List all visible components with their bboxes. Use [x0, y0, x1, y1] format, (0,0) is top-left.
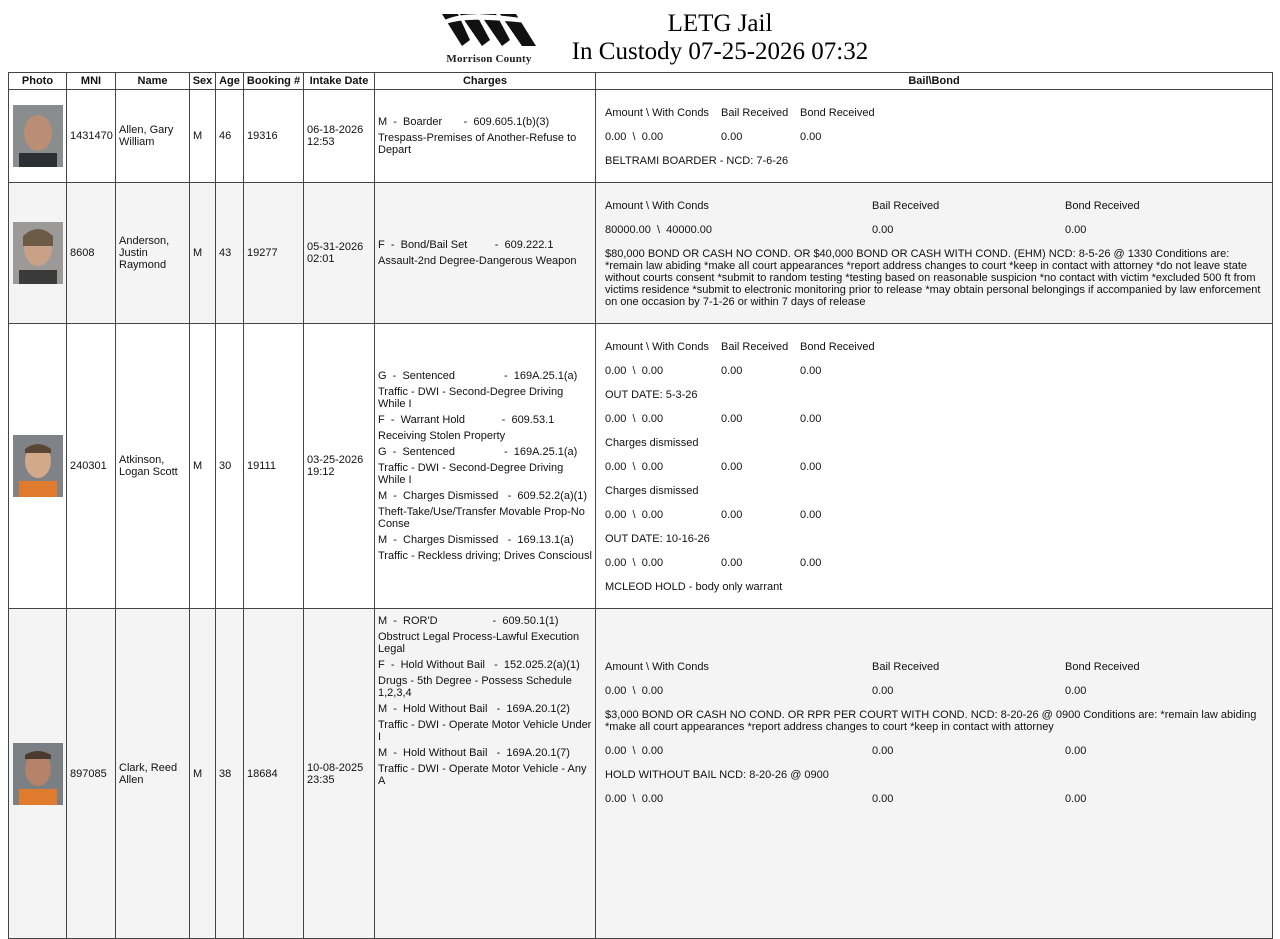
- bail-amount-row: [605, 557, 1263, 569]
- charge-item: [378, 490, 592, 530]
- bail-amount: 0.00 \ 0.00: [605, 413, 664, 425]
- inmate-photo[interactable]: [13, 743, 63, 805]
- bail-amount: 0.00 \ 0.00: [605, 461, 664, 473]
- charge-description: Theft-Take/Use/Transfer Movable Prop-No Conse: [378, 506, 585, 530]
- bail-header-row: [605, 107, 1263, 119]
- charge-line: M - Charges Dismissed - 169.13.1(a): [378, 534, 574, 546]
- charge-item: [378, 615, 592, 655]
- mni-cell: 8608: [67, 183, 116, 324]
- photo-cell: [9, 90, 67, 183]
- column-header-charges: Charges: [375, 73, 596, 90]
- table-row: [9, 609, 1273, 939]
- bail-amount: 80000.00 \ 40000.00: [605, 224, 713, 236]
- charge-description: Traffic - DWI - Second-Degree Driving While I: [378, 386, 564, 410]
- bail-header-bond-received: Bond Received: [1065, 661, 1140, 673]
- charge-item: [378, 116, 592, 156]
- booking-cell: 19316: [244, 90, 304, 183]
- county-logo-mark: [440, 10, 538, 50]
- column-header-booking: Booking #: [244, 73, 304, 90]
- age-cell: 43: [216, 183, 244, 324]
- sex-cell: M: [190, 324, 216, 609]
- bail-amount-row: [605, 509, 1263, 521]
- bail-header-row: [605, 661, 1263, 673]
- charges-cell: [375, 324, 596, 609]
- bail-note: Charges dismissed: [605, 485, 699, 497]
- bail-header-bail-received: Bail Received: [872, 661, 940, 673]
- photo-cell: [9, 183, 67, 324]
- booking-cell: 18684: [244, 609, 304, 939]
- bond-received: 0.00: [1065, 224, 1087, 236]
- bail-note: Charges dismissed: [605, 437, 699, 449]
- bail-amount: 0.00 \ 0.00: [605, 509, 664, 521]
- bail-header-row: [605, 200, 1263, 212]
- bail-amount-row: [605, 793, 1263, 805]
- bail-header-bail-received: Bail Received: [721, 341, 789, 353]
- bail-amount-row: [605, 745, 1263, 757]
- booking-cell: 19277: [244, 183, 304, 324]
- charge-line: M - Boarder - 609.605.1(b)(3): [378, 116, 550, 128]
- charge-line: M - Hold Without Bail - 169A.20.1(2): [378, 703, 570, 715]
- charge-item: [378, 370, 592, 410]
- charge-line: F - Hold Without Bail - 152.025.2(a)(1): [378, 659, 580, 671]
- age-cell: 46: [216, 90, 244, 183]
- charge-line: F - Warrant Hold - 609.53.1: [378, 414, 555, 426]
- charge-description: Receiving Stolen Property: [378, 430, 506, 442]
- inmate-photo[interactable]: [13, 222, 63, 284]
- jail-name: LETG Jail: [667, 10, 773, 37]
- sex-cell: M: [190, 90, 216, 183]
- charge-item: [378, 534, 592, 562]
- charge-item: [378, 703, 592, 743]
- bail-note: OUT DATE: 5-3-26: [605, 389, 698, 401]
- bail-header-bail-received: Bail Received: [872, 200, 940, 212]
- bail-header-bail-received: Bail Received: [721, 107, 789, 119]
- table-header-row: [9, 73, 1273, 90]
- bail-amount: 0.00 \ 0.00: [605, 131, 664, 143]
- inmate-roster-table: [8, 72, 1273, 939]
- bail-header-bond-received: Bond Received: [800, 341, 875, 353]
- intake-cell: 03-25-2026 19:12: [304, 324, 375, 609]
- bail-received: 0.00: [872, 745, 894, 757]
- intake-cell: 06-18-2026 12:53: [304, 90, 375, 183]
- bail-cell: [596, 324, 1273, 609]
- bond-received: 0.00: [800, 557, 822, 569]
- booking-cell: 19111: [244, 324, 304, 609]
- bail-cell: [596, 90, 1273, 183]
- sex-cell: M: [190, 609, 216, 939]
- mni-cell: 897085: [67, 609, 116, 939]
- column-header-sex: Sex: [190, 73, 216, 90]
- charge-description: Obstruct Legal Process-Lawful Execution Legal: [378, 631, 580, 655]
- intake-cell: 05-31-2026 02:01: [304, 183, 375, 324]
- bond-received: 0.00: [1065, 745, 1087, 757]
- bail-header-bond-received: Bond Received: [800, 107, 875, 119]
- bail-amount: 0.00 \ 0.00: [605, 685, 664, 697]
- table-row: [9, 90, 1273, 183]
- name-cell: Anderson, Justin Raymond: [116, 183, 190, 324]
- table-row: [9, 183, 1273, 324]
- page-title: [544, 10, 896, 66]
- bail-cell: [596, 609, 1273, 939]
- age-cell: 38: [216, 609, 244, 939]
- table-row: [9, 324, 1273, 609]
- column-header-name: Name: [116, 73, 190, 90]
- bail-header-amount: Amount \ With Conds: [605, 341, 709, 353]
- charge-line: F - Bond/Bail Set - 609.222.1: [378, 239, 554, 251]
- charge-description: Trespass-Premises of Another-Refuse to Depart: [378, 132, 577, 156]
- column-header-photo: Photo: [9, 73, 67, 90]
- bail-header-amount: Amount \ With Conds: [605, 107, 709, 119]
- bail-cell: [596, 183, 1273, 324]
- charge-line: G - Sentenced - 169A.25.1(a): [378, 370, 578, 382]
- bail-note: OUT DATE: 10-16-26: [605, 533, 710, 545]
- bail-received: 0.00: [721, 509, 743, 521]
- charge-description: Assault-2nd Degree-Dangerous Weapon: [378, 255, 577, 267]
- charge-line: M - Charges Dismissed - 609.52.2(a)(1): [378, 490, 588, 502]
- name-cell: Allen, Gary William: [116, 90, 190, 183]
- bail-amount-row: [605, 461, 1263, 473]
- charge-item: [378, 414, 592, 442]
- bail-header-amount: Amount \ With Conds: [605, 661, 709, 673]
- charge-description: Traffic - DWI - Operate Motor Vehicle - Any A: [378, 763, 587, 787]
- bail-received: 0.00: [872, 685, 894, 697]
- bail-amount-row: [605, 413, 1263, 425]
- bond-received: 0.00: [1065, 685, 1087, 697]
- charges-cell: [375, 183, 596, 324]
- bond-received: 0.00: [800, 509, 822, 521]
- bail-note: MCLEOD HOLD - body only warrant: [605, 581, 783, 593]
- column-header-mni: MNI: [67, 73, 116, 90]
- charge-description: Drugs - 5th Degree - Possess Schedule 1,2,3,4: [378, 675, 572, 699]
- bail-note: BELTRAMI BOARDER - NCD: 7-6-26: [605, 155, 789, 167]
- bail-amount: 0.00 \ 0.00: [605, 793, 664, 805]
- bail-amount-row: [605, 224, 1263, 236]
- bond-received: 0.00: [1065, 793, 1087, 805]
- age-cell: 30: [216, 324, 244, 609]
- bail-received: 0.00: [872, 793, 894, 805]
- bail-received: 0.00: [721, 557, 743, 569]
- bail-received: 0.00: [721, 413, 743, 425]
- bail-header-amount: Amount \ With Conds: [605, 200, 709, 212]
- bail-received: 0.00: [721, 365, 743, 377]
- column-header-age: Age: [216, 73, 244, 90]
- bond-received: 0.00: [800, 131, 822, 143]
- bail-amount: 0.00 \ 0.00: [605, 557, 664, 569]
- charge-line: G - Sentenced - 169A.25.1(a): [378, 446, 578, 458]
- charge-item: [378, 747, 592, 787]
- bail-amount-row: [605, 685, 1263, 697]
- charge-item: [378, 446, 592, 486]
- inmate-photo[interactable]: [13, 105, 63, 167]
- column-header-bail-bond: Bail\Bond: [596, 73, 1273, 90]
- page-header: [0, 0, 1280, 72]
- charges-cell: [375, 609, 596, 939]
- inmate-photo[interactable]: [13, 435, 63, 497]
- bail-header-row: [605, 341, 1263, 353]
- bail-received: 0.00: [721, 461, 743, 473]
- charge-item: [378, 239, 592, 267]
- charge-item: [378, 659, 592, 699]
- bond-received: 0.00: [800, 413, 822, 425]
- bail-amount: 0.00 \ 0.00: [605, 745, 664, 757]
- charge-line: M - ROR'D - 609.50.1(1): [378, 615, 559, 627]
- charge-description: Traffic - DWI - Operate Motor Vehicle Under I: [378, 719, 592, 743]
- photo-cell: [9, 609, 67, 939]
- charge-description: Traffic - DWI - Second-Degree Driving While I: [378, 462, 564, 486]
- name-cell: Atkinson, Logan Scott: [116, 324, 190, 609]
- sex-cell: M: [190, 183, 216, 324]
- charge-line: M - Hold Without Bail - 169A.20.1(7): [378, 747, 570, 759]
- custody-timestamp: In Custody 07-25-2026 07:32: [571, 38, 869, 65]
- column-header-intake-date: Intake Date: [304, 73, 375, 90]
- name-cell: Clark, Reed Allen: [116, 609, 190, 939]
- bail-note: $80,000 BOND OR CASH NO COND. OR $40,000 BOND OR CASH WITH COND. (EHM) NCD: 8-5-26 @ 1330 Conditions are: *remain law abiding *make all court appearances *report address changes to court *keep in contact with attorney *do not leave state without courts consent *submit to random testing *testing based on reasonable suspicion *no contact with victim *excluded 500 ft from victims residence *submit to electronic monitoring prior to release *may obtain personal belongings if accompanied by law enforcement on one occasion by 7-1-26 or within 7 days of release: [605, 248, 1261, 308]
- bail-amount: 0.00 \ 0.00: [605, 365, 664, 377]
- bail-note: $3,000 BOND OR CASH NO COND. OR RPR PER COURT WITH COND. NCD: 8-20-26 @ 0900 Conditions are: *remain law abiding *make all court appearances *report address changes to court *keep in contact with attorney: [605, 709, 1257, 733]
- intake-cell: 10-08-2025 23:35: [304, 609, 375, 939]
- mni-cell: 240301: [67, 324, 116, 609]
- bail-amount-row: [605, 131, 1263, 143]
- bail-header-bond-received: Bond Received: [1065, 200, 1140, 212]
- bail-amount-row: [605, 365, 1263, 377]
- charge-description: Traffic - Reckless driving; Drives Consciousl: [378, 550, 592, 562]
- logo-caption: Morrison County: [446, 53, 532, 65]
- mni-cell: 1431470: [67, 90, 116, 183]
- bond-received: 0.00: [800, 461, 822, 473]
- bond-received: 0.00: [800, 365, 822, 377]
- county-logo: [440, 10, 538, 66]
- bail-received: 0.00: [872, 224, 894, 236]
- charges-cell: [375, 90, 596, 183]
- bail-note: HOLD WITHOUT BAIL NCD: 8-20-26 @ 0900: [605, 769, 829, 781]
- photo-cell: [9, 324, 67, 609]
- bail-received: 0.00: [721, 131, 743, 143]
